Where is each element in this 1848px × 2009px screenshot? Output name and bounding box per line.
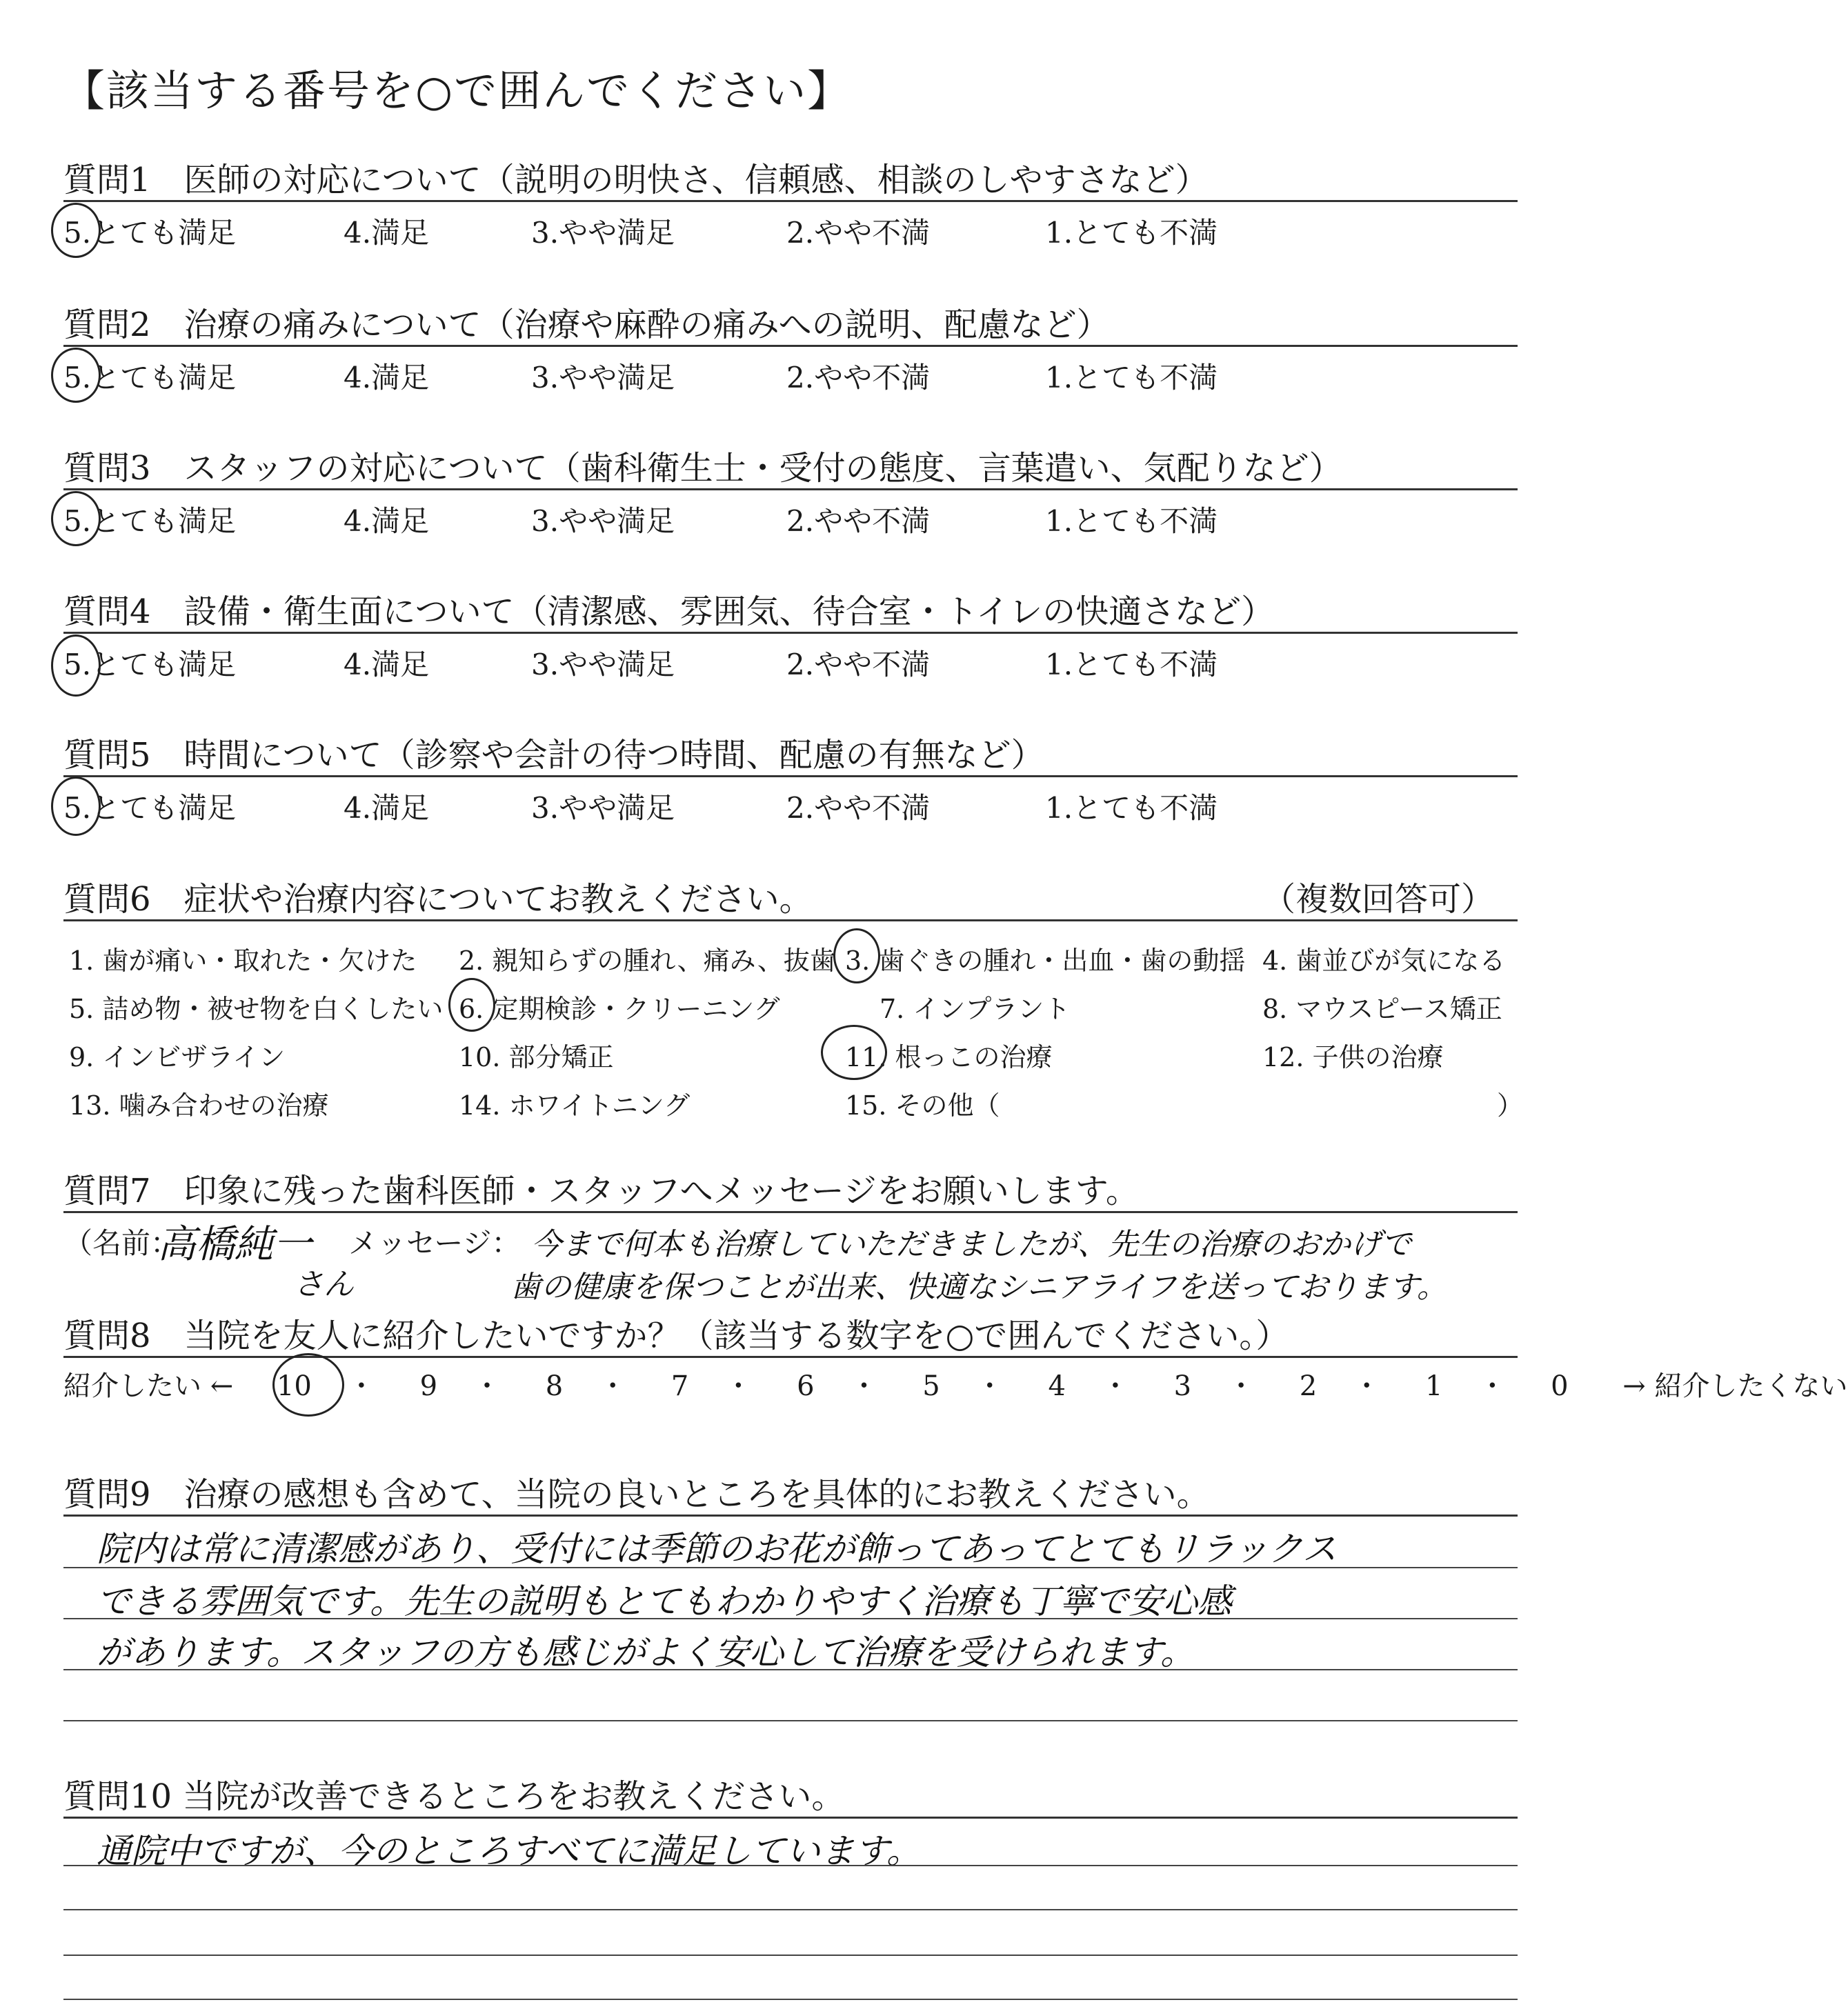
handwritten-message-line-1: 今まで何本も治療していただきましたが、先生の治療のおかげで: [531, 1227, 1411, 1262]
rule: [63, 919, 1518, 921]
scale-separator: ・: [347, 1370, 375, 1402]
q9-answer-line-3: があります。スタッフの方も感じがよく安心して治療を受けられます。: [97, 1632, 1195, 1672]
q6-option-5[interactable]: 5. 詰め物・被せ物を白くしたい: [69, 994, 444, 1024]
q4-option-1[interactable]: 1.とても不満: [1045, 648, 1218, 681]
selection-circle: [51, 491, 101, 546]
q6-option-9[interactable]: 9. インビザライン: [69, 1042, 286, 1072]
question-4: 質問4 設備・衛生面について（清潔感、雰囲気、待合室・トイレの快適さなど）: [63, 592, 1275, 631]
q1-option-5[interactable]: 5.とても満足: [63, 216, 237, 250]
q1-option-1[interactable]: 1.とても不満: [1045, 216, 1218, 250]
q9-answer-line-2: できる雰囲気です。先生の説明もとてもわかりやすく治療も丁寧で安心感: [97, 1581, 1232, 1621]
scale-value-10[interactable]: 10: [276, 1370, 312, 1402]
selection-circle: [821, 1025, 887, 1080]
rule: [63, 1817, 1518, 1819]
selection-circle: [51, 203, 101, 258]
scale-separator: ・: [850, 1370, 878, 1402]
message-label: メッセージ：: [348, 1226, 521, 1260]
rule: [63, 200, 1518, 202]
rule: [63, 488, 1518, 490]
q1-option-2[interactable]: 2.やや不満: [786, 216, 931, 250]
name-label: （名前：: [63, 1226, 180, 1260]
writing-line: [63, 1865, 1518, 1866]
question-9: 質問9 治療の感想も含めて、当院の良いところを具体的にお教えください。: [63, 1475, 1210, 1514]
scale-value-0[interactable]: 0: [1551, 1370, 1569, 1402]
scale-value-7[interactable]: 7: [670, 1370, 689, 1402]
question-3: 質問3 スタッフの対応について（歯科衛生士・受付の態度、言葉遣い、気配りなど）: [63, 449, 1342, 488]
q5-option-4[interactable]: 4.満足: [344, 791, 430, 825]
question-6: 質問6 症状や治療内容についてお教えください。: [63, 880, 813, 919]
q5-option-5[interactable]: 5.とても満足: [63, 791, 237, 825]
q5-option-2[interactable]: 2.やや不満: [786, 791, 931, 825]
q5-option-3[interactable]: 3.やや満足: [531, 791, 675, 825]
question-10: 質問10 当院が改善できるところをお教えください。: [63, 1777, 845, 1816]
q6-option-4[interactable]: 4. 歯並びが気になる: [1262, 946, 1506, 976]
page-title: 【該当する番号を○で囲んでください】: [62, 66, 852, 116]
handwritten-name: 高橋純一: [157, 1222, 312, 1267]
q6-option-7[interactable]: 7. インプラント: [880, 994, 1071, 1024]
scale-separator: ・: [724, 1370, 753, 1402]
q2-option-1[interactable]: 1.とても不満: [1045, 361, 1218, 394]
question-1: 質問1 医師の対応について（説明の明快さ、信頼感、相談のしやすさなど）: [63, 161, 1209, 199]
question-2: 質問2 治療の痛みについて（治療や麻酔の痛みへの説明、配慮など）: [63, 306, 1110, 344]
q3-option-1[interactable]: 1.とても不満: [1045, 504, 1218, 538]
multiple-answers-note: （複数回答可）: [1262, 880, 1495, 919]
question-8: 質問8 当院を友人に紹介したいですか？（該当する数字を○で囲んでください。）: [63, 1317, 1289, 1355]
question-5: 質問5 時間について（診察や会計の待つ時間、配慮の有無など）: [63, 736, 1044, 774]
rule: [63, 632, 1518, 634]
scale-separator: ・: [975, 1370, 1004, 1402]
scale-value-2[interactable]: 2: [1299, 1370, 1318, 1402]
q6-option-11[interactable]: 11. 根っこの治療: [845, 1042, 1053, 1072]
q6-option-15-close-paren: ）: [1497, 1090, 1524, 1121]
q4-option-2[interactable]: 2.やや不満: [786, 648, 931, 681]
rule: [63, 1515, 1518, 1517]
scale-left-label: 紹介したい ←: [63, 1370, 234, 1402]
q10-answer-line-1: 通院中ですが、今のところすべてに満足しています。: [97, 1831, 921, 1871]
q6-option-2[interactable]: 2. 親知らずの腫れ、痛み、抜歯: [459, 946, 836, 976]
q4-option-3[interactable]: 3.やや満足: [531, 648, 675, 681]
scale-value-8[interactable]: 8: [545, 1370, 564, 1402]
writing-line: [63, 1955, 1518, 1956]
selection-circle: [51, 634, 101, 697]
scale-separator: ・: [1101, 1370, 1129, 1402]
q3-option-3[interactable]: 3.やや満足: [531, 504, 675, 538]
q1-option-4[interactable]: 4.満足: [344, 216, 430, 250]
q6-option-1[interactable]: 1. 歯が痛い・取れた・欠けた: [69, 946, 417, 976]
writing-line: [63, 1567, 1518, 1568]
q5-option-1[interactable]: 1.とても不満: [1045, 791, 1218, 825]
selection-circle: [51, 777, 101, 836]
selection-circle: [833, 928, 880, 983]
q2-option-3[interactable]: 3.やや満足: [531, 361, 675, 394]
writing-line: [63, 1669, 1518, 1670]
q1-option-3[interactable]: 3.やや満足: [531, 216, 675, 250]
handwritten-honorific: さん: [293, 1267, 354, 1302]
scale-value-9[interactable]: 9: [419, 1370, 438, 1402]
writing-line: [63, 1999, 1518, 2000]
q6-option-8[interactable]: 8. マウスピース矯正: [1262, 994, 1502, 1024]
q6-option-15[interactable]: 15. その他（: [845, 1090, 1000, 1121]
q9-answer-line-1: 院内は常に清潔感があり、受付には季節のお花が飾ってあってとてもリラックス: [97, 1529, 1337, 1569]
q6-option-13[interactable]: 13. 噛み合わせの治療: [69, 1090, 329, 1121]
scale-value-4[interactable]: 4: [1048, 1370, 1066, 1402]
q2-option-4[interactable]: 4.満足: [344, 361, 430, 394]
q2-option-2[interactable]: 2.やや不満: [786, 361, 931, 394]
scale-separator: ・: [473, 1370, 501, 1402]
scale-value-1[interactable]: 1: [1424, 1370, 1443, 1402]
scale-value-6[interactable]: 6: [797, 1370, 815, 1402]
q2-option-5[interactable]: 5.とても満足: [63, 361, 237, 394]
rule: [63, 1356, 1518, 1358]
q6-option-12[interactable]: 12. 子供の治療: [1262, 1042, 1444, 1072]
scale-value-3[interactable]: 3: [1173, 1370, 1192, 1402]
rule: [63, 1211, 1518, 1213]
question-7: 質問7 印象に残った歯科医師・スタッフへメッセージをお願いします。: [63, 1172, 1139, 1210]
handwritten-message-line-2: 歯の健康を保つことが出来、快適なシニアライフを送っております。: [510, 1270, 1447, 1305]
writing-line: [63, 1618, 1518, 1619]
q6-option-10[interactable]: 10. 部分矯正: [459, 1042, 614, 1072]
scale-value-5[interactable]: 5: [922, 1370, 940, 1402]
q4-option-5[interactable]: 5.とても満足: [63, 648, 237, 681]
q3-option-5[interactable]: 5.とても満足: [63, 504, 237, 538]
scale-separator: ・: [1227, 1370, 1255, 1402]
selection-circle: [272, 1353, 344, 1417]
scale-separator: ・: [1478, 1370, 1507, 1402]
q4-option-4[interactable]: 4.満足: [344, 648, 430, 681]
scale-separator: ・: [1353, 1370, 1381, 1402]
writing-line: [63, 1720, 1518, 1721]
selection-circle: [51, 348, 101, 403]
scale-right-label: → 紹介したくない: [1622, 1370, 1848, 1402]
q3-option-4[interactable]: 4.満足: [344, 504, 430, 538]
selection-circle: [448, 978, 495, 1032]
scale-separator: ・: [599, 1370, 627, 1402]
q6-option-6[interactable]: 6. 定期検診・クリーニング: [459, 994, 780, 1024]
rule: [63, 775, 1518, 777]
writing-line: [63, 1909, 1518, 1910]
q6-option-14[interactable]: 14. ホワイトニング: [459, 1090, 690, 1121]
rule: [63, 345, 1518, 347]
q6-option-3[interactable]: 3. 歯ぐきの腫れ・出血・歯の動揺: [845, 946, 1246, 976]
q3-option-2[interactable]: 2.やや不満: [786, 504, 931, 538]
